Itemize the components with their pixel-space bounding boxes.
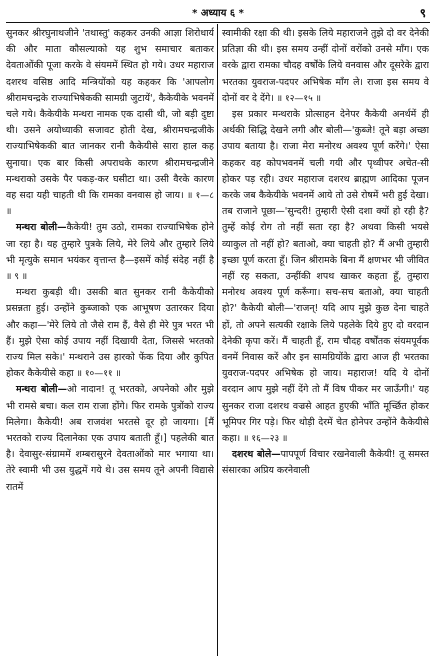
paragraph — [6, 26, 214, 220]
right-column — [222, 26, 429, 654]
paragraph-text: पापपूर्ण विचार रखनेवाली कैकेयी! तू समस्त संसारका अप्रिय करनेवाली — [222, 449, 429, 477]
paragraph-text: मन्थरा कुबड़ी थी। उसकी बात सुनकर रानी कैकेयीको प्रसन्नता हुई। उन्होंने कुब्जाको एक आभूषण उतारकर दिया और कहा—'मेरे लिये तो जैसे राम हैं, वैसे ही मेरे पुत्र भरत भी हैं। मुझे ऐसा कोई उपाय नहीं दिखायी देता, जिससे भरतको राज्य मिल सके।' मन्थराने उस हारको फेंक दिया और कुपित होकर कैकेयीसे कहा — [6, 287, 214, 380]
left-column — [6, 26, 214, 654]
column-divider — [217, 24, 218, 656]
paragraph-text: ओ नादान! तू भरतको, अपनेको और मुझे भी रामसे बचा। कल राम राजा होंगे। फिर रामके पुत्रोंको राज्य मिलेगा। कैकेयी! अब राजवंश भरतसे दूर हो जायगा। [मैं भरतको राज्य दिलानेका एक उपाय बताती हूँ।] पहलेकी बात है। देवासुर-संग्राममें शम्बरासुरने देवताओंको मार भगाया था। तेरे स्वामी भी उस युद्धमें गये थे। उस समय तूने अपनी विद्यासे रातमें — [6, 384, 214, 493]
paragraph — [222, 26, 429, 107]
paragraph — [6, 382, 214, 495]
header-rule — [6, 22, 430, 23]
verse-number: ॥ १२—१५ ॥ — [276, 93, 322, 104]
verse-number: ॥ १०—११ ॥ — [76, 369, 121, 380]
speaker-lead: मन्थरा बोली— — [16, 384, 67, 396]
verse-number: ॥ १—८ ॥ — [6, 191, 214, 218]
paragraph-text: सुनकर श्रीरघुनाथजीने 'तथास्तु' कहकर उनकी आज्ञा शिरोधार्य की और माता कौसल्याको यह शुभ समाचार बताकर देवताओंकी पूजा करके वे संयममें स्थित हो गये। उधर महाराज दशरथ वसिष्ठ आदि मन्त्रियोंको यह कहकर कि 'आपलोग श्रीरामचन्द्रके राज्याभिषेककी सामग्री जुटायें', कैकेयीके भवनमें चले गये। कैकेयीके मन्थरा नामक एक दासी थी, जो बड़ी दुष्टा थी। उसने अयोध्याकी सजावट होती देख, श्रीरामचन्द्रजीके राज्याभिषेककी बात जानकर रानी कैकेयीसे सारा हाल कह सुनाया। एक बार किसी अपराधके कारण श्रीरामचन्द्रजीने मन्थराको उसके पैर पकड़-कर घसीटा था। उसी वैरके कारण वह सदा यही चाहती थी कि रामका वनवास हो जाय। — [6, 28, 214, 202]
paragraph — [6, 285, 214, 382]
page-header — [6, 2, 430, 22]
speaker-lead: दशरथ बोले— — [232, 449, 281, 461]
paragraph — [222, 447, 429, 479]
page-number: ९ — [419, 6, 426, 20]
verse-number: ॥ १६—२३ ॥ — [243, 434, 288, 445]
paragraph-text: इस प्रकार मन्थराके प्रोत्साहन देनेपर कैकेयी अनर्थमें ही अर्थकी सिद्धि देखने लगी और बोली—'कुब्जे! तूने बड़ा अच्छा उपाय बताया है। राजा मेरा मनोरथ अवश्य पूर्ण करेंगे।' ऐसा कहकर वह कोपभवनमें चली गयी और पृथ्वीपर अचेत-सी होकर पड़ रही। उधर महाराज दशरथ ब्राह्मण आदिका पूजन करके जब कैकेयीके भवनमें आये तो उसे रोषमें भरी हुई देखा। तब राजाने पूछा—'सुन्दरी! तुम्हारी ऐसी दशा क्यों हो रही है? तुम्हें कोई रोग तो नहीं सता रहा है? अथवा किसी भयसे व्याकुल तो नहीं हो? बताओ, क्या चाहती हो? मैं अभी तुम्हारी इच्छा पूर्ण करता हूँ। जिन श्रीरामके बिना मैं क्षणभर भी जीवित नहीं रह सकता, उन्हींकी शपथ खाकर कहता हूँ, तुम्हारा मनोरथ अवश्य पूर्ण करूँगा। सच-सच बताओ, क्या चाहती हो?' कैकेयी बोली—'राजन्! यदि आप मुझे कुछ देना चाहते हों, तो अपने सत्यकी रक्षाके लिये पहलेके दिये हुए दो वरदान देनेकी कृपा करें। मैं चाहती हूँ, राम चौदह वर्षोंतक संयमपूर्वक वनमें निवास करें और इन सामग्रियोंके द्वारा आज ही भरतका युवराज-पदपर अभिषेक हो जाय। महाराज! यदि ये दोनों वरदान आप मुझे नहीं देंगे तो मैं विष पीकर मर जाऊँगी।' यह सुनकर राजा दशरथ वज्रसे आहत हुएकी भाँति मूर्च्छित होकर भूमिपर गिर पड़े। फिर थोड़ी देरमें चेत होनेपर उन्होंने कैकेयीसे कहा। — [222, 109, 429, 445]
paragraph-text: कैकेयी! तुम उठो, रामका राज्याभिषेक होने जा रहा है। यह तुम्हारे पुत्रके लिये, मेरे लिये और तुम्हारे लिये भी मृत्युके समान भयंकर वृत्तान्त है—इसमें कोई संदेह नहीं है — [6, 222, 214, 266]
speaker-lead: मन्थरा बोली— — [16, 222, 67, 234]
paragraph — [222, 107, 429, 447]
paragraph-text: स्वामीकी रक्षा की थी। इसके लिये महाराजने तुझे दो वर देनेकी प्रतिज्ञा की थी। इस समय उन्हीं दोनों वरोंको उनसे माँग। एक वरके द्वारा रामका चौदह वर्षोंके लिये वनवास और दूसरेके द्वारा भरतका युवराज-पदपर अभिषेक माँग ले। राजा इस समय वे दोनों वर दे देंगे। — [222, 28, 429, 104]
paragraph — [6, 220, 214, 285]
verse-number: ॥ ९ ॥ — [6, 272, 28, 283]
chapter-title: * अध्याय ६ * — [192, 8, 244, 19]
